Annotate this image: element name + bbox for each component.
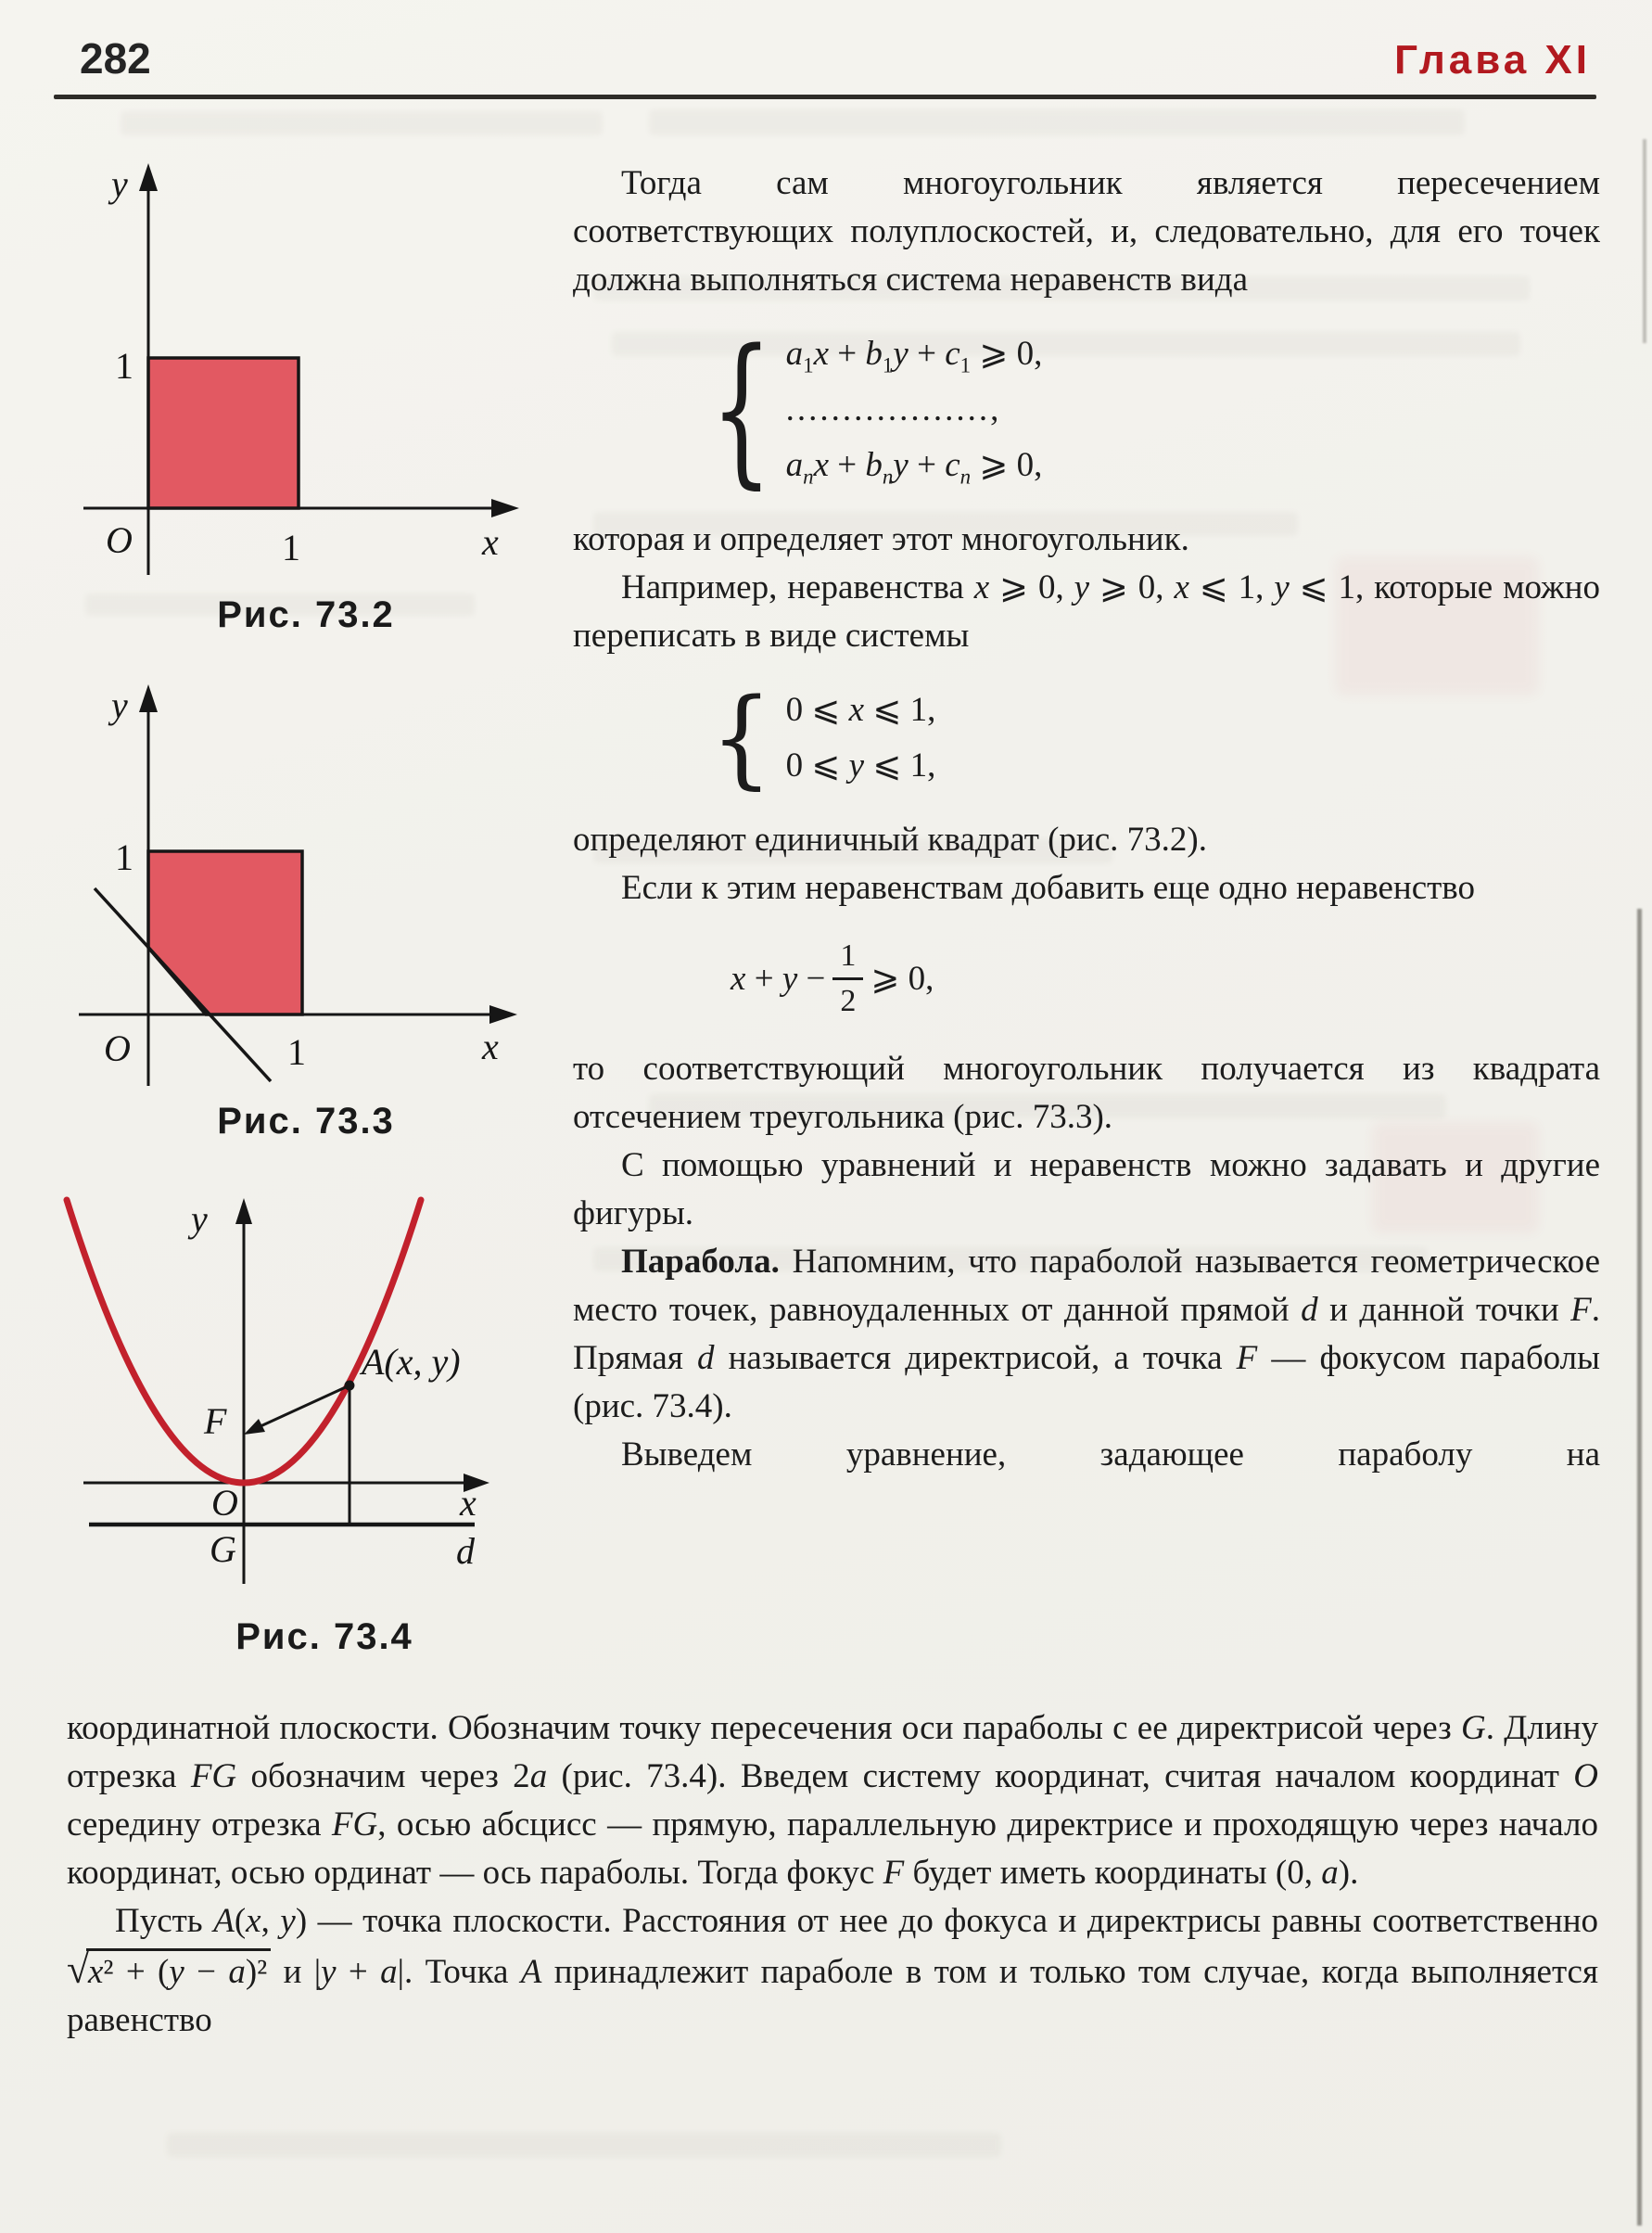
paragraph-intro: Тогда сам многоугольник является пересечением соответствующих полуплоскостей, и, следовательно, для его точек должна выполняться система неравенств вида <box>573 164 1600 299</box>
unit-tick-x: 1 <box>287 1031 306 1073</box>
figure-73-4 <box>56 1180 593 1658</box>
system-brace: { <box>710 675 773 800</box>
page-number: 282 <box>80 34 151 83</box>
equation-row: $a_nx + b_ny + c_n$ ⩾ 0, <box>785 446 1043 489</box>
text-column <box>573 160 1600 1479</box>
scan-edge-artifact <box>1643 139 1646 343</box>
x-axis-label: x <box>460 1482 477 1524</box>
figure-caption: Рис. 73.3 <box>217 1101 395 1142</box>
fig-73-2-plot <box>65 148 547 584</box>
directrix-label: d <box>456 1530 475 1572</box>
sentence-end: и |y + a|. Точка A принадлежит параболе в том и только том случае, когда выполняется равенство <box>67 1953 1599 2039</box>
y-axis-arrow <box>139 684 158 712</box>
paragraph-derive-equation-continued: координатной плоскости. Обозначим точку пересечения оси параболы с ее директрисой через G. Длину отрезка FG обозначим через 2a (рис. 73.4). Введем систему координат, считая началом координат O середину отрезка FG, осью абсцисс — прямую, параллельную директрисе и проходящую через начало координат, осью ординат — ось параболы. Тогда фокус F будет иметь координаты (0, a). <box>67 1709 1599 1892</box>
bleed-through-artifact <box>167 2133 1001 2157</box>
equation-system-general <box>710 313 1600 504</box>
figure-caption: Рис. 73.4 <box>235 1616 413 1657</box>
equation-row: $a_1x + b_1y + c_1$ ⩾ 0, <box>785 335 1043 377</box>
focus-arrowhead <box>244 1419 265 1435</box>
origin-label: O <box>106 519 133 561</box>
focus-label: F <box>204 1400 227 1442</box>
unit-square <box>148 358 299 508</box>
y-axis-arrow <box>139 163 158 191</box>
paragraph-other-figures: С помощью уравнений и неравенств можно задавать и другие фигуры. <box>573 1146 1600 1233</box>
equation-system-unit-square <box>710 675 1600 800</box>
equation-ellipsis-row: .................., <box>785 390 1002 428</box>
paragraph-add-inequality: Если к этим неравенствам добавить еще одно неравенство <box>621 869 1476 907</box>
origin-label: O <box>104 1027 131 1069</box>
scan-edge-artifact <box>1637 909 1642 2226</box>
paragraph-triangle-cut: то соответствующий многоугольник получается из квадрата отсечением треугольника (рис. 73.3). <box>573 1050 1600 1137</box>
figure-73-2 <box>65 148 547 636</box>
equation-row: 0 ⩽ x ⩽ 1, <box>785 691 936 729</box>
sqrt-expression <box>67 1947 271 1992</box>
bleed-through-artifact <box>121 111 603 135</box>
g-label: G <box>210 1528 236 1570</box>
unit-tick-y: 1 <box>115 836 133 878</box>
figure-caption: Рис. 73.2 <box>217 594 395 635</box>
equation-inequality <box>731 940 1600 1017</box>
paragraph-unit-square: определяют единичный квадрат (рис. 73.2). <box>573 821 1207 859</box>
header-rule <box>54 95 1596 99</box>
figure-73-3 <box>65 673 547 1142</box>
bottom-text-block <box>67 1704 1598 2045</box>
x-axis-label: x <box>482 521 499 563</box>
paragraph-parabola-definition: Парабола. Напомним, что параболой называется геометрическое место точек, равноудаленных от данной прямой d и данной точки F. Прямая d называется директрисой, а точка F — фокусом параболы (рис. 73.4). <box>573 1243 1600 1426</box>
x-axis-arrow <box>491 499 519 517</box>
point-a-dot <box>345 1381 355 1391</box>
equation-rhs: ⩾ 0, <box>870 959 934 998</box>
radicand: x² + (y − a)² <box>86 1948 271 1991</box>
y-axis-arrow <box>235 1198 252 1224</box>
sentence-start: Пусть A(x, y) — точка плоскости. Расстояния от нее до фокуса и директрисы равны соответственно <box>115 1902 1599 1940</box>
chapter-heading: Глава XI <box>1394 37 1591 83</box>
equation-lhs: x + y − <box>731 959 826 998</box>
origin-label: O <box>211 1482 238 1524</box>
y-axis-label: y <box>191 1198 208 1240</box>
bleed-through-artifact <box>649 109 1465 135</box>
x-axis-label: x <box>482 1026 499 1067</box>
fraction-numerator: 1 <box>840 938 857 973</box>
fraction-denominator: 2 <box>832 977 863 1017</box>
system-brace: { <box>710 313 773 504</box>
unit-tick-y: 1 <box>115 345 133 387</box>
y-axis-label: y <box>111 684 128 726</box>
fig-73-3-plot <box>65 673 547 1091</box>
paragraph-point-distances <box>67 1897 1598 2045</box>
unit-tick-x: 1 <box>282 527 300 568</box>
point-a-label: A(x, y) <box>362 1341 461 1383</box>
y-axis-label: y <box>111 163 128 205</box>
equation-row: 0 ⩽ y ⩽ 1, <box>785 746 936 785</box>
radical-sign: √ <box>67 1947 89 1992</box>
fraction <box>832 940 863 1017</box>
x-axis-arrow <box>489 1005 517 1024</box>
clipped-square <box>148 851 302 1014</box>
fig-73-4-plot <box>56 1180 593 1606</box>
paragraph-defines-polygon: которая и определяет этот многоугольник. <box>573 520 1189 558</box>
paragraph-example: Например, неравенства x ⩾ 0, y ⩾ 0, x ⩽ 1, y ⩽ 1, которые можно переписать в виде системы <box>573 568 1600 655</box>
paragraph-derive-equation-start: Выведем уравнение, задающее параболу на <box>621 1436 1600 1474</box>
